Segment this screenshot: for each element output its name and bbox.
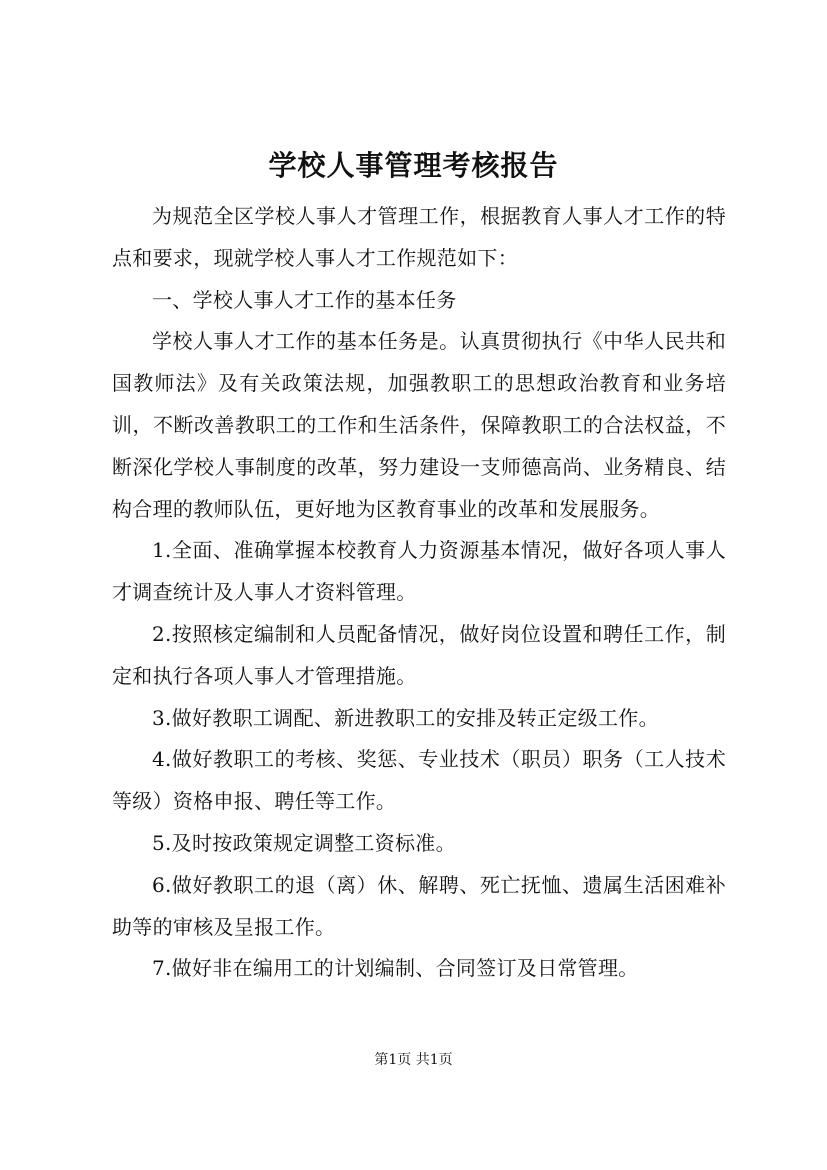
list-item-1: 1.全面、准确掌握本校教育人力资源基本情况，做好各项人事人才调查统计及人事人才资料管理。 — [112, 538, 726, 605]
list-item-4: 4.做好教职工的考核、奖惩、专业技术（职员）职务（工人技术等级）资格申报、聘任等工作。 — [112, 747, 726, 814]
paragraph-intro: 为规范全区学校人事人才管理工作，根据教育人事人才工作的特点和要求，现就学校人事人才工作规范如下： — [112, 204, 726, 270]
document-title: 学校人事管理考核报告 — [268, 149, 559, 182]
paragraph-basic-tasks: 学校人事人才工作的基本任务是。认真贯彻执行《中华人民共和国教师法》及有关政策法规，加强教职工的思想政治教育和业务培训，不断改善教职工的工作和生活条件，保障教职工的合法权益，不断深化学校人事制度的改革，努力建设一支师德高尚、业务精良、结构合理的教师队伍，更好地为区教育事业的改革和发展服务。 — [112, 329, 726, 521]
list-item-3: 3.做好教职工调配、新进教职工的安排及转正定级工作。 — [152, 705, 659, 730]
list-item-5: 5.及时按政策规定调整工资标准。 — [152, 830, 456, 855]
list-item-6: 6.做好教职工的退（离）休、解聘、死亡抚恤、遗属生活困难补助等的审核及呈报工作。 — [112, 872, 726, 939]
list-item-7: 7.做好非在编用工的计划编制、合同签订及日常管理。 — [152, 956, 639, 981]
document-body — [112, 196, 726, 990]
list-item-2: 2.按照核定编制和人员配备情况，做好岗位设置和聘任工作，制定和执行各项人事人才管理措施。 — [112, 621, 726, 688]
page-footer: 第1页 共1页 — [374, 1052, 453, 1068]
section-heading-basic-tasks: 一、学校人事人才工作的基本任务 — [152, 287, 457, 312]
